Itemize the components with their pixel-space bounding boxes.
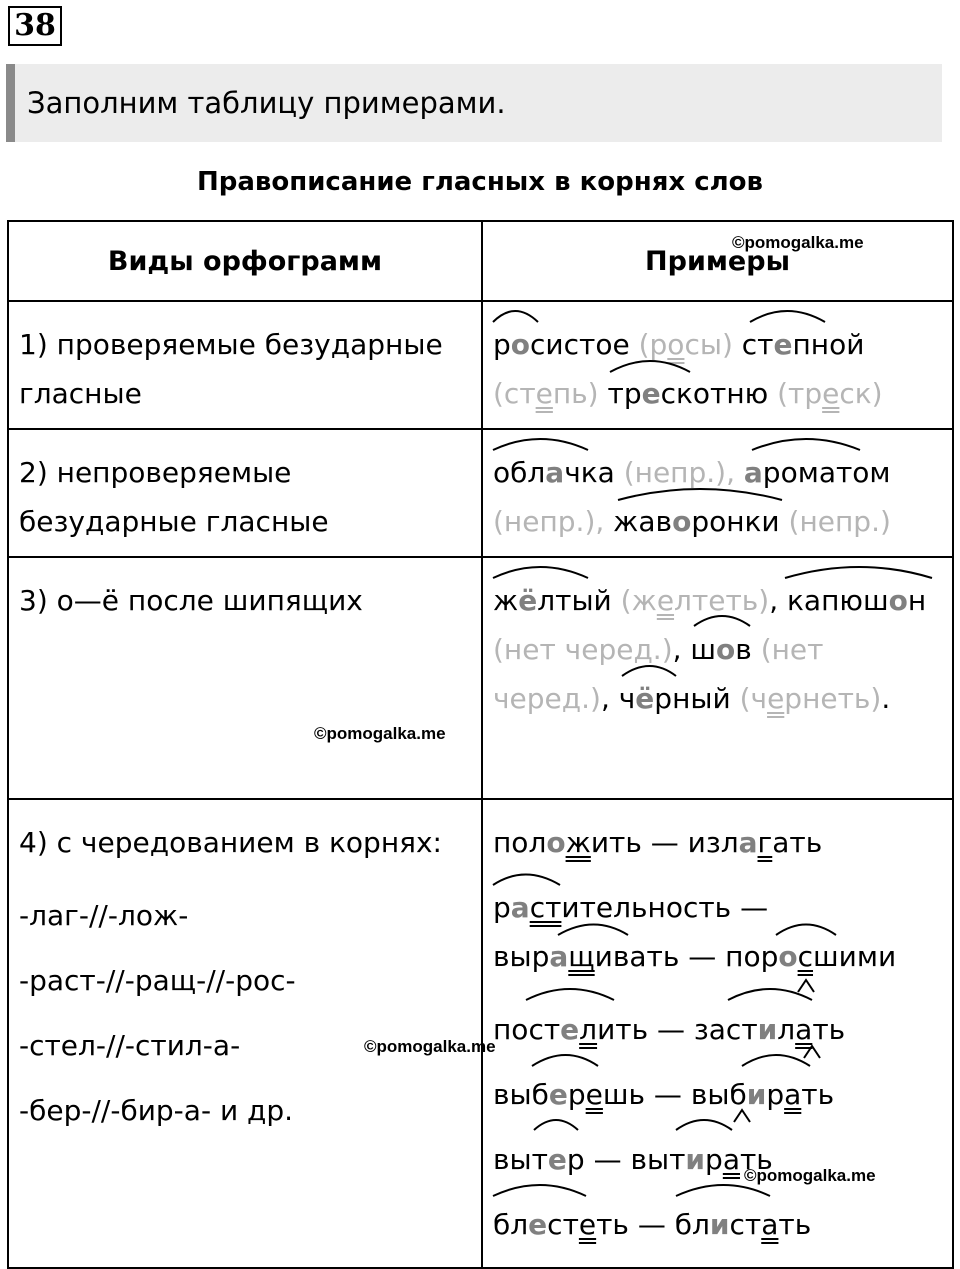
examples-cell-4 <box>482 799 953 1268</box>
instruction-banner: Заполним таблицу примерами. <box>6 64 942 142</box>
alternation-root: -бер-//-бир-а- и др. <box>19 1094 294 1127</box>
example-line: растительность — <box>493 891 769 924</box>
task-number: 38 <box>8 6 62 46</box>
table-row <box>8 429 953 557</box>
example-line: вытер — вытирать <box>493 1143 773 1176</box>
table-row <box>8 301 953 429</box>
examples-cell-1: росистое (росы) степной (степь) трескотню (треск) <box>482 301 953 429</box>
table-row <box>8 799 953 1268</box>
watermark: ©pomogalka.me <box>364 1037 496 1056</box>
watermark: ©pomogalka.me <box>744 1166 876 1185</box>
example-line: выберешь — выбирать <box>493 1078 835 1111</box>
alternation-root: -раст-//-ращ-//-рос- <box>19 964 296 997</box>
alternation-title: 4) с чередованием в корнях: <box>19 826 442 859</box>
type-text-3: 3) о—ё после шипящих <box>19 584 363 617</box>
examples-cell-2: облачка (непр.), ароматом (непр.), жаворонки (непр.) <box>482 429 953 557</box>
spelling-table <box>7 220 954 1269</box>
example-line: выращивать — поросшими <box>493 940 897 973</box>
type-cell-2: 2) непроверяемые безударные гласные <box>8 429 482 557</box>
table-caption: Правописание гласных в корнях слов <box>197 167 763 197</box>
watermark: ©pomogalka.me <box>732 233 864 252</box>
type-cell-1: 1) проверяемые безударные гласные <box>8 301 482 429</box>
type-cell-3 <box>8 557 482 799</box>
watermark: ©pomogalka.me <box>314 724 446 743</box>
header-types: Виды орфограмм <box>8 221 482 301</box>
example-line: блестеть — блистать <box>493 1208 812 1241</box>
table-row <box>8 557 953 799</box>
type-cell-4 <box>8 799 482 1268</box>
alternation-root: -стел-//-стил-а- <box>19 1029 241 1062</box>
example-line: положить — излагать <box>493 826 823 859</box>
alternation-root: -лаг-//-лож- <box>19 899 189 932</box>
example-line: постелить — застилать <box>493 1013 846 1046</box>
header-examples: Примеры <box>482 221 953 301</box>
examples-cell-3: жёлтый (желтеть), капюшон (нет черед.), шов (нет черед.), чёрный (чернеть). <box>482 557 953 799</box>
